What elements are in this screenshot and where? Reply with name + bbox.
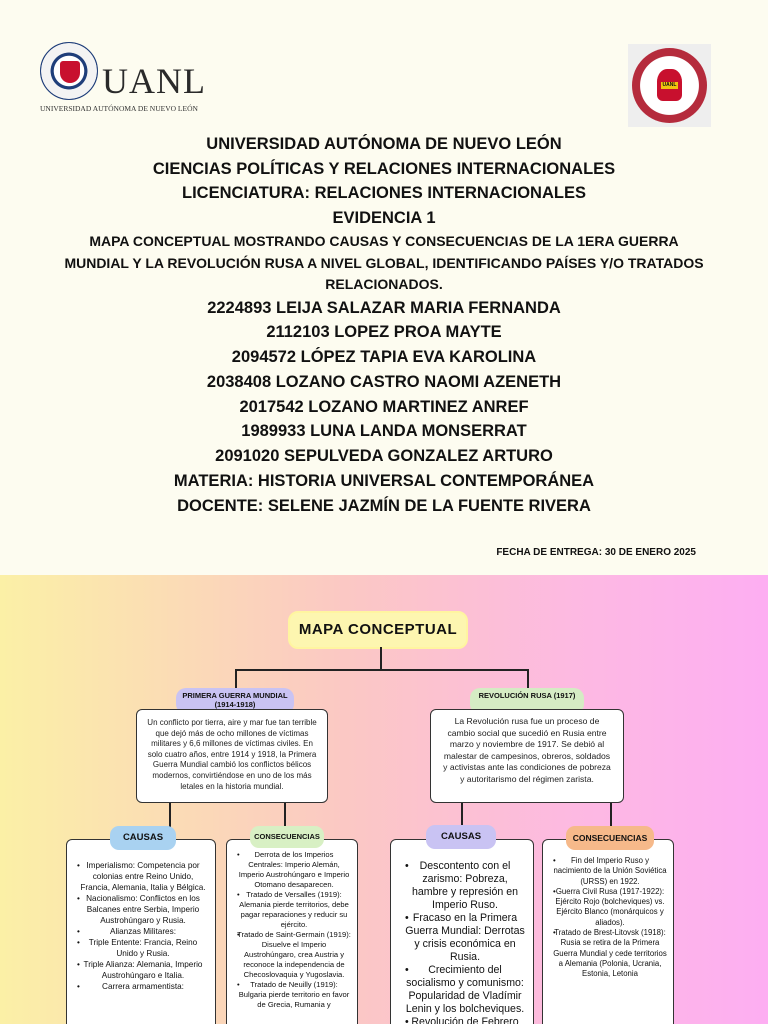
- student-name: 2094572 LÓPEZ TAPIA EVA KAROLINA: [231, 348, 537, 367]
- list-item: • Nacionalismo: Conflictos en los Balcanes entre Serbia, Imperio Austrohúngaro y Rusia.: [77, 893, 209, 926]
- ww1-causes-box: [66, 839, 216, 1024]
- faculty-name: CIENCIAS POLÍTICAS Y RELACIONES INTERNACIONALES: [152, 159, 616, 178]
- rr-label: REVOLUCIÓN RUSA (1917): [470, 688, 584, 714]
- ww1-label: PRIMERA GUERRA MUNDIAL (1914-1918): [176, 688, 294, 714]
- connector-line: [235, 669, 529, 671]
- list-item: • Tratado de Brest-Litovsk (1918): Rusia se retira de la Primera Guerra Mundial y cede territorios a Alemania (Polonia, Ucrania, Estonia, Letonia: [553, 928, 667, 979]
- ww1-consequences-label: CONSECUENCIAS: [250, 826, 324, 848]
- list-item: • Imperialismo: Competencia por colonias entre Reino Unido, Francia, Alemania, Italia y Bélgica.: [77, 860, 209, 893]
- teacher-name: DOCENTE: SELENE JAZMÍN DE LA FUENTE RIVERA: [177, 496, 591, 515]
- list-item: • Fin del Imperio Ruso y nacimiento de la Unión Soviética (URSS) en 1922.: [553, 856, 667, 887]
- connector-line: [235, 669, 237, 689]
- list-item: • Crecimiento del socialismo y comunismo: Popularidad de Vladímir Lenin y los bolcheviques.: [405, 964, 525, 1016]
- connector-line: [380, 647, 382, 669]
- uanl-logo: [40, 42, 210, 120]
- uanl-seal-icon: [40, 42, 98, 100]
- ww1-summary: Un conflicto por tierra, aire y mar fue tan terrible que dejó más de ocho millones de víctimas militares y 6,6 millones de víctimas civiles. En solo cuatro años, entre 1914 y 1918, la Primera Guerra Mundial cambió los conflictos bélicos modernos, convirtiéndose en uno de los más letales en la historia mundial.: [136, 709, 328, 803]
- list-item: • Tratado de Versalles (1919): Alemania pierde territorios, debe pagar reparaciones y reducir su ejército.: [237, 890, 351, 930]
- assignment-description: MAPA CONCEPTUAL MOSTRANDO CAUSAS Y CONSECUENCIAS DE LA 1ERA GUERRA MUNDIAL Y LA REVOLUCIÓN RUSA A NIVEL GLOBAL, IDENTIFICANDO PAÍSES Y/O TRATADOS RELACIONADOS.: [64, 233, 704, 292]
- rr-consequences-label: CONSECUENCIAS: [566, 826, 654, 850]
- degree-name: LICENCIATURA: RELACIONES INTERNACIONALES: [182, 184, 586, 202]
- list-item: • Alianzas Militares:: [77, 926, 209, 937]
- student-name: 2112103 LOPEZ PROA MAYTE: [266, 323, 502, 342]
- student-name: 1989933 LUNA LANDA MONSERRAT: [241, 422, 527, 441]
- rr-summary: La Revolución rusa fue un proceso de cambio social que sucedió en Rusia entre marzo y noviembre de 1917. Se debió al malestar de campesinos, obreros, soldados y activistas ante las condiciones de pobreza y autoritarismo del régimen zarista.: [430, 709, 624, 803]
- evidence-title: EVIDENCIA 1: [332, 208, 436, 227]
- list-item: • Triple Alianza: Alemania, Imperio Austrohúngaro e Italia.: [77, 959, 209, 981]
- rr-causes-box: [390, 839, 534, 1024]
- due-date: FECHA DE ENTREGA: 30 DE ENERO 2025: [496, 547, 696, 558]
- title-block: [60, 132, 708, 519]
- list-item: • Derrota de los Imperios Centrales: Imperio Alemán, Imperio Austrohúngaro e Imperio Otomano desaparecen.: [237, 850, 351, 890]
- list-item: • Triple Entente: Francia, Reino Unido y Rusia.: [77, 937, 209, 959]
- list-item: • Tratado de Saint-Germain (1919): Disuelve el Imperio Austrohúngaro, crea Austria y reconoce la independencia de Checoslovaquia y Yugoslavia.: [237, 930, 351, 980]
- list-item: • Revolución de Febrero: [405, 1016, 525, 1024]
- ww1-causes-label: CAUSAS: [110, 826, 176, 850]
- student-name: 2038408 LOZANO CASTRO NAOMI AZENETH: [206, 372, 562, 391]
- connector-line: [527, 669, 529, 689]
- map-title: MAPA CONCEPTUAL: [288, 611, 468, 649]
- student-name: 2017542 LOZANO MARTINEZ ANREF: [239, 397, 529, 416]
- student-name: 2091020 SEPULVEDA GONZALEZ ARTURO: [215, 447, 553, 466]
- list-item: • Guerra Civil Rusa (1917-1922): Ejército Rojo (bolcheviques) vs. Ejército Blanco (monárquicos y aliados).: [553, 887, 667, 928]
- concept-map: [0, 575, 768, 1024]
- faculty-logo: [628, 44, 711, 127]
- list-item: • Tratado de Neuilly (1919): Bulgaria pierde territorio en favor de Grecia, Rumania y: [237, 980, 351, 1010]
- ww1-consequences-box: [226, 839, 358, 1024]
- subject-name: MATERIA: HISTORIA UNIVERSAL CONTEMPORÁNEA: [173, 472, 595, 491]
- list-item: • Fracaso en la Primera Guerra Mundial: Derrotas y crisis económica en Rusia.: [405, 912, 525, 964]
- list-item: • Descontento con el zarismo: Pobreza, hambre y represión en Imperio Ruso.: [405, 860, 525, 912]
- faculty-badge: UANL: [662, 82, 677, 88]
- university-name: UNIVERSIDAD AUTÓNOMA DE NUEVO LEÓN: [206, 135, 562, 153]
- list-item: • Carrera armamentista:: [77, 981, 209, 992]
- rr-consequences-box: [542, 839, 674, 1024]
- rr-causes-label: CAUSAS: [426, 825, 496, 849]
- student-name: 2224893 LEIJA SALAZAR MARIA FERNANDA: [207, 298, 561, 317]
- uanl-subtitle: UNIVERSIDAD AUTÓNOMA DE NUEVO LEÓN: [40, 104, 198, 113]
- uanl-wordmark: UANL: [102, 61, 206, 101]
